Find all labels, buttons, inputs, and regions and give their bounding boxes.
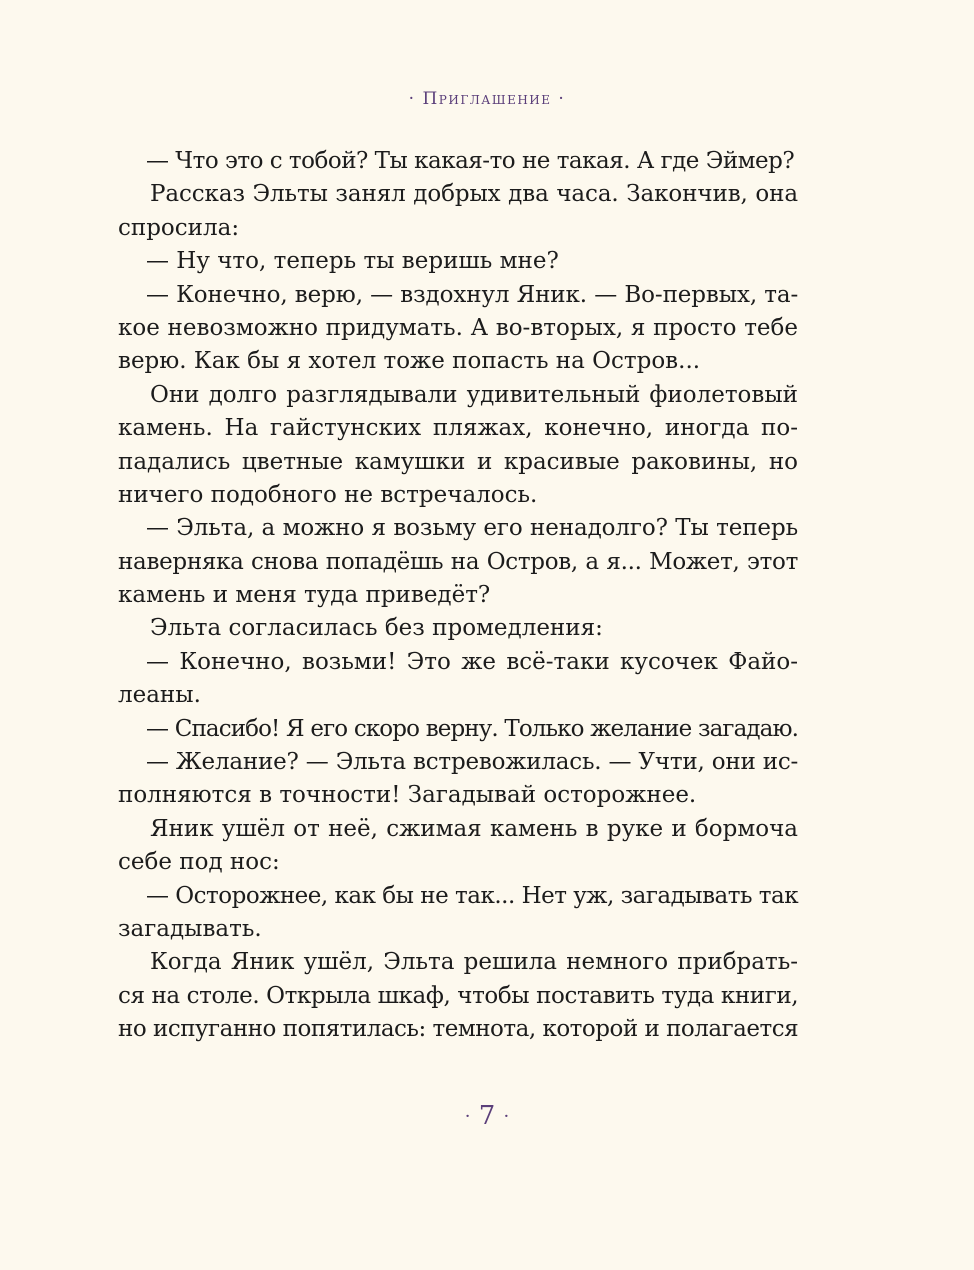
text-line: камень. На гайстунских пляжах, конечно, иногда по- — [118, 415, 798, 442]
running-header: · Приглашение · — [408, 89, 566, 109]
text-line: наверняка снова попадёшь на Остров, а я... Может, этот — [118, 548, 798, 575]
body-text — [118, 145, 798, 1047]
text-line: Эльта согласилась без промедления: — [150, 615, 603, 642]
text-line: — Спасибо! Я его скоро верну. Только желание загадаю. — [146, 715, 798, 742]
text-line: но испуганно попятилась: темнота, которой и полагается — [118, 1016, 799, 1043]
folio-right-dot: · — [503, 1106, 510, 1127]
text-line: — Ну что, теперь ты веришь мне? — [146, 248, 559, 275]
text-line: Когда Яник ушёл, Эльта решила немного прибрать- — [150, 949, 798, 976]
text-line: полняются в точности! Загадывай осторожнее. — [118, 782, 697, 809]
text-line: — Что это с тобой? Ты какая-то не такая. А где Эймер? — [146, 148, 795, 174]
text-line: ничего подобного не встречалось. — [118, 481, 538, 508]
text-line: Яник ушёл от неё, сжимая камень в руке и бормоча — [150, 815, 798, 842]
text-line: загадывать. — [118, 915, 262, 942]
text-line: — Конечно, возьми! Это же всё-таки кусочек Файо- — [146, 648, 798, 675]
text-line: падались цветные камушки и красивые раковины, но — [118, 448, 798, 475]
text-line: — Осторожнее, как бы не так... Нет уж, загадывать так — [146, 882, 799, 909]
text-line: спросила: — [118, 214, 240, 241]
page-number-footer — [0, 1098, 974, 1135]
text-line: — Конечно, верю, — вздохнул Яник. — Во-первых, та- — [146, 281, 799, 308]
text-line: верю. Как бы я хотел тоже попасть на Остров... — [118, 348, 701, 375]
text-line: кое невозможно придумать. А во-вторых, я просто тебе — [118, 314, 798, 341]
text-line: леаны. — [118, 682, 201, 709]
text-line: ся на столе. Открыла шкаф, чтобы поставить туда книги, — [118, 982, 799, 1009]
text-line: Рассказ Эльты занял добрых два часа. Закончив, она — [150, 181, 798, 208]
text-line: себе под нос: — [118, 849, 280, 876]
page-number: 7 — [478, 1101, 496, 1131]
folio-left-dot: · — [464, 1106, 471, 1127]
text-line: Они долго разглядывали удивительный фиолетовый — [150, 381, 798, 408]
text-line: — Эльта, а можно я возьму его ненадолго? Ты теперь — [146, 515, 798, 542]
text-line: камень и меня туда приведёт? — [118, 582, 491, 609]
text-line: — Желание? — Эльта встревожилась. — Учти, они ис- — [146, 749, 799, 776]
